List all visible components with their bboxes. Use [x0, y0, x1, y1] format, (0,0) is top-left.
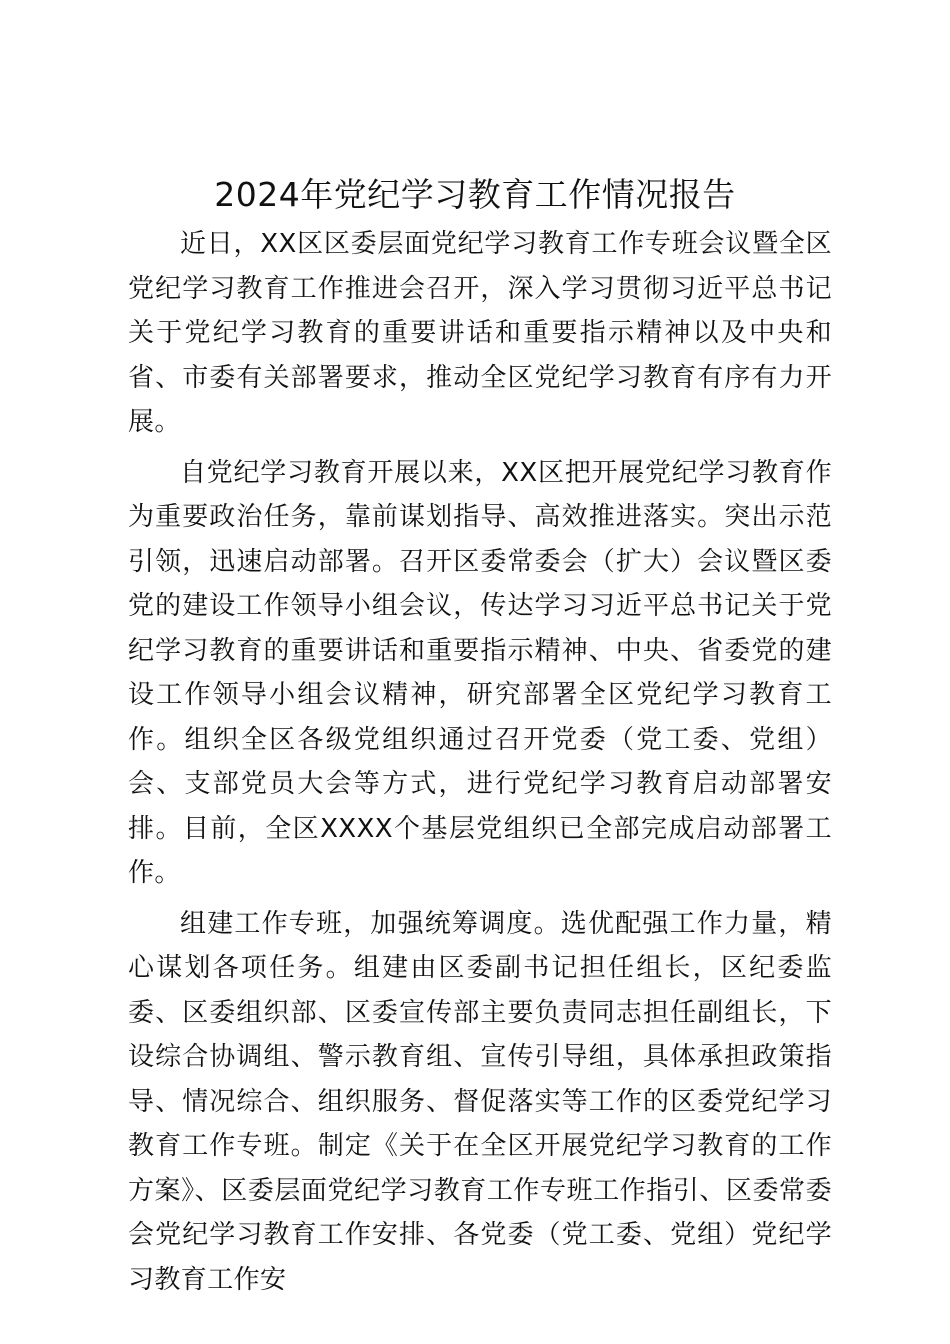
document-body — [128, 222, 832, 1308]
paragraph-3: 组建工作专班，加强统筹调度。选优配强工作力量，精心谋划各项任务。组建由区委副书记担任组长，区纪委监委、区委组织部、区委宣传部主要负责同志担任副组长，下设综合协调组、警示教育组、宣传引导组，具体承担政策指导、情况综合、组织服务、督促落实等工作的区委党纪学习教育工作专班。制定《关于在全区开展党纪学习教育的工作方案》、区委层面党纪学习教育工作专班工作指引、区委常委会党纪学习教育工作安排、各党委（党工委、党组）党纪学习教育工作安 — [128, 908, 832, 1295]
paragraph-1: 近日，XX区区委层面党纪学习教育工作专班会议暨全区党纪学习教育工作推进会召开，深入学习贯彻习近平总书记关于党纪学习教育的重要讲话和重要指示精神以及中央和省、市委有关部署要求，推动全区党纪学习教育有序有力开展。 — [128, 229, 832, 437]
document-title: 2024年党纪学习教育工作情况报告 — [214, 175, 736, 214]
paragraph-2: 自党纪学习教育开展以来，XX区把开展党纪学习教育作为重要政治任务，靠前谋划指导、高效推进落实。突出示范引领，迅速启动部署。召开区委常委会（扩大）会议暨区委党的建设工作领导小组会议，传达学习习近平总书记关于党纪学习教育的重要讲话和重要指示精神、中央、省委党的建设工作领导小组会议精神，研究部署全区党纪学习教育工作。组织全区各级党组织通过召开党委（党工委、党组）会、支部党员大会等方式，进行党纪学习教育启动部署安排。目前，全区XXXX个基层党组织已全部完成启动部署工作。 — [128, 457, 832, 888]
